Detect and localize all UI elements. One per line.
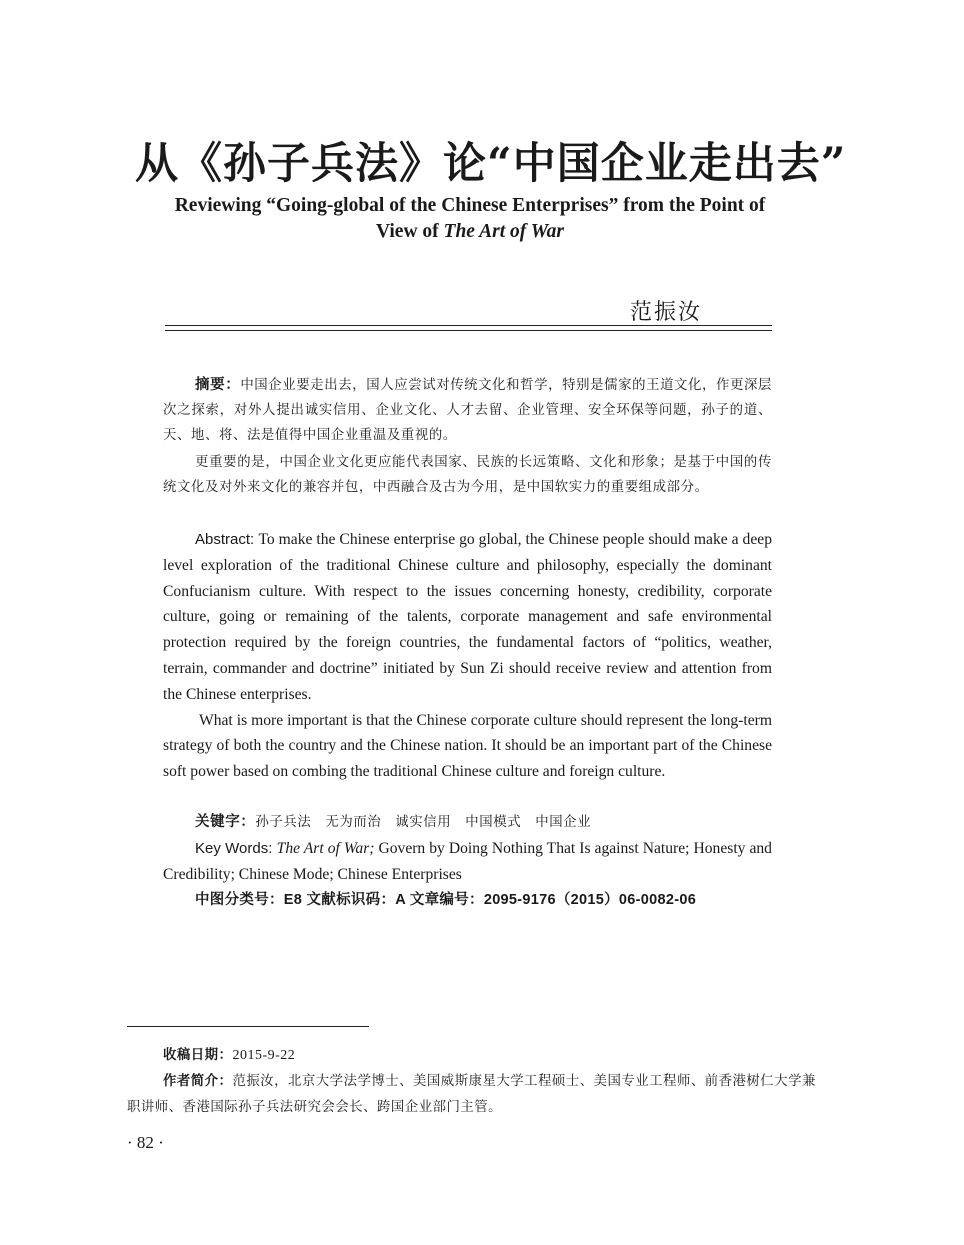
header-rule-top xyxy=(165,325,772,326)
keywords-english xyxy=(163,836,772,888)
abstract-english xyxy=(163,527,772,785)
abstract-english-para1-text: To make the Chinese enterprise go global, the Chinese people should make a deep level exploration of the traditional Chinese culture and philosophy, especially the dominant Confucianism culture. With respect to the issues concerning honesty, credibility, corporate culture, going or remaining of the talents, corporate management and safe environmental protection required by the foreign countries, the fundamental factors of “politics, weather, terrain, commander and doctrine” initiated by Sun Zi should receive review and attention from the Chinese enterprises. xyxy=(163,531,772,703)
keywords-english-text: Govern by Doing Nothing That Is against Nature; Honesty and Credibility; Chinese Mode; Chinese Enterprises xyxy=(163,840,772,883)
abstract-chinese-para1 xyxy=(163,373,772,448)
keywords-chinese-text: 孙子兵法 无为而治 诚实信用 中国模式 中国企业 xyxy=(255,815,592,830)
footnote-rule xyxy=(127,1026,369,1027)
title-chinese: 从《孙子兵法》论“中国企业走出去” xyxy=(135,139,847,189)
classification-text: 中图分类号：E8 文献标识码：A 文章编号：2095-9176（2015）06-0082-06 xyxy=(195,892,697,908)
title-english-line2-prefix: View of xyxy=(376,221,444,242)
title-english xyxy=(135,193,805,245)
keywords-english-italic: The Art of War; xyxy=(276,840,375,857)
abstract-english-para1 xyxy=(163,527,772,708)
classification-line xyxy=(163,888,772,912)
bio-label: 作者简介： xyxy=(163,1073,233,1088)
author-name: 范振汝 xyxy=(630,300,703,325)
title-english-line1: Reviewing “Going-global of the Chinese Enterprises” from the Point of xyxy=(174,195,766,216)
received-label: 收稿日期： xyxy=(163,1047,233,1062)
footnote-received xyxy=(127,1042,817,1069)
keywords-chinese xyxy=(163,810,772,835)
abstract-english-para2: What is more important is that the Chinese corporate culture should represent the long-term strategy of both the country and the Chinese nation. It should be an important part of the Chinese soft power based on combing the traditional Chinese culture and foreign culture. xyxy=(163,711,772,781)
abstract-chinese-para2: 更重要的是，中国企业文化更应能代表国家、民族的长远策略、文化和形象；是基于中国的传统文化及对外来文化的兼容并包，中西融合及古为今用，是中国软实力的重要组成部分。 xyxy=(163,455,772,495)
title-english-line2-italic: The Art of War xyxy=(443,221,564,242)
page-number: · 82 · xyxy=(127,1133,164,1152)
keywords-english-label: Key Words: xyxy=(195,840,277,857)
keywords-chinese-label: 关键字： xyxy=(195,814,256,830)
received-date: 2015-9-22 xyxy=(232,1048,296,1063)
abstract-chinese-label: 摘要： xyxy=(195,377,241,393)
footnote-bio xyxy=(127,1068,817,1121)
abstract-chinese-para1-text: 中国企业要走出去，国人应尝试对传统文化和哲学，特别是儒家的王道文化，作更深层次之探索，对外人提出诚实信用、企业文化、人才去留、企业管理、安全环保等问题，孙子的道、天、地、将、法是值得中国企业重温及重视的。 xyxy=(163,378,772,443)
bio-text: 范振汝，北京大学法学博士、美国威斯康星大学工程硕士、美国专业工程师、前香港树仁大学兼职讲师、香港国际孙子兵法研究会会长、跨国企业部门主管。 xyxy=(127,1074,816,1115)
header-rule-bottom xyxy=(165,330,772,331)
abstract-english-label: Abstract: xyxy=(195,531,259,548)
abstract-chinese xyxy=(163,373,772,500)
